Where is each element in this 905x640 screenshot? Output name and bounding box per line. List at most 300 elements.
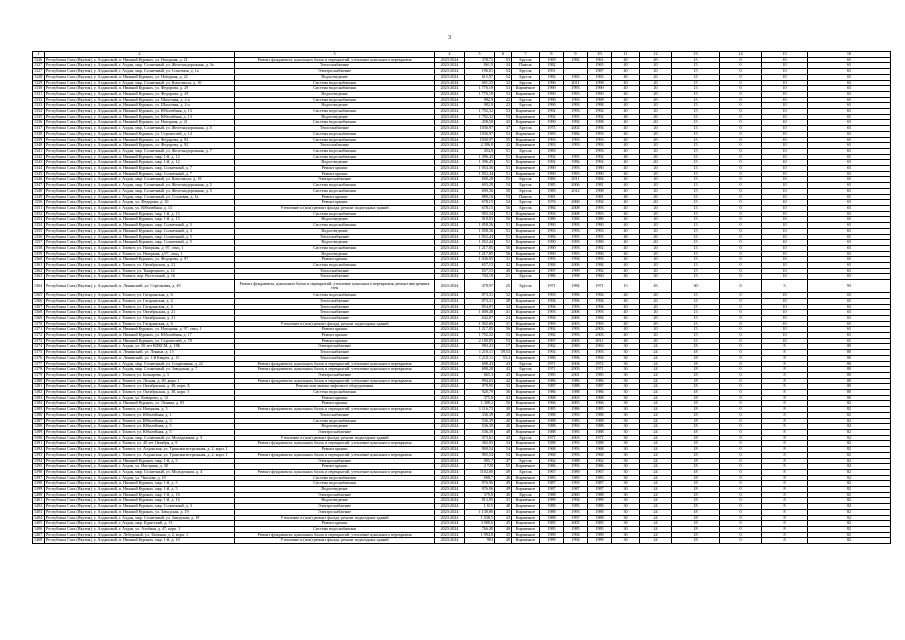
table-cell-col-8: 1990	[540, 223, 564, 229]
table-cell-col-14: 0	[720, 452, 762, 458]
table-cell-col-16: 82	[808, 526, 891, 532]
table-cell-col-16: 65	[808, 274, 891, 280]
table-cell-col-8: 1986	[540, 355, 564, 361]
column-number-cell: 14	[720, 52, 762, 58]
table-cell-col-9: 2003	[564, 395, 588, 401]
table-cell-col-8: 1990	[540, 166, 564, 172]
table-cell-col-8: 1968	[540, 395, 564, 401]
table-cell-col-1: 1400	[33, 492, 45, 498]
table-cell-col-10: 1992	[588, 160, 612, 166]
table-cell-col-11: 40	[612, 131, 640, 137]
table-cell-col-13: 18	[672, 441, 720, 447]
table-cell-col-16: 82	[808, 458, 891, 464]
table-cell-col-14: 0	[720, 91, 762, 97]
table-cell-col-14: 0	[720, 166, 762, 172]
table-cell-col-2: Республика Саха (Якутия), у. Алданский, п. Ленинский, ул. 1-й Кварта, д. 15	[45, 355, 235, 361]
table-cell-col-15: 10	[762, 91, 808, 97]
table-cell-col-3: Электроснабжение	[235, 372, 435, 378]
table-cell-col-8: 1990	[540, 251, 564, 257]
table-cell-col-16: 65	[808, 183, 891, 189]
table-cell-col-14: 0	[720, 492, 762, 498]
table-cell-col-7: Кирпичное	[512, 310, 540, 316]
table-cell-col-11: 40	[612, 228, 640, 234]
table-cell-col-1: 1378	[33, 367, 45, 373]
table-cell-col-2: Республика Саха (Якутия), у. Алданский, г. Алдан, мкр. Солнечный, ул. Железнодорожная, д. 7	[45, 148, 235, 154]
table-cell-col-8: 1988	[540, 418, 564, 424]
table-cell-col-10: 1987	[588, 69, 612, 75]
table-cell-col-15: 10	[762, 211, 808, 217]
table-cell-col-10: 1993	[588, 321, 612, 327]
table-cell-col-5: 889,16	[465, 194, 495, 200]
table-cell-col-9: 1989	[564, 469, 588, 475]
table-cell-col-5: 2 396,8	[465, 143, 495, 149]
table-cell-col-8: 1985	[540, 372, 564, 378]
table-cell-col-1: 1401	[33, 498, 45, 504]
table-cell-col-14: 0	[720, 384, 762, 390]
table-cell-col-16: 80	[808, 355, 891, 361]
table-cell-col-4: 2023-2024	[435, 171, 465, 177]
table-cell-col-15: 10	[762, 263, 808, 269]
table-cell-col-15: 10	[762, 177, 808, 183]
table-cell-col-15: 8	[762, 452, 808, 458]
table-cell-col-11: 30	[612, 498, 640, 504]
table-cell-col-15: 8	[762, 526, 808, 532]
table-cell-col-3: Ремонт фундамента, цокольных балок и перекрытий, утепление цокольного перекрытия	[235, 452, 435, 458]
table-cell-col-6: 55	[495, 137, 512, 143]
table-cell-col-1: 1391	[33, 441, 45, 447]
table-cell-col-9: 2006	[564, 263, 588, 269]
table-cell-col-4: 2023-2024	[435, 526, 465, 532]
table-cell-col-13: 18	[672, 395, 720, 401]
table-cell-col-13: 15	[672, 268, 720, 274]
table-cell-col-1: 1376	[33, 355, 45, 361]
table-cell-col-2: Республика Саха (Якутия), у. Алданский, г. Томмот, ул. Юбилейная, д. 5	[45, 430, 235, 436]
table-cell-col-2: Республика Саха (Якутия), у. Алданский, г. Томмот, ул. Бочкарева, д. 3	[45, 372, 235, 378]
table-cell-col-1: 1403	[33, 509, 45, 515]
table-cell-col-16: 80	[808, 367, 891, 373]
table-cell-col-1: 1375	[33, 350, 45, 356]
table-cell-col-12: 24	[640, 538, 672, 544]
table-cell-col-14: 0	[720, 469, 762, 475]
table-cell-col-2: Республика Саха (Якутия), у. Алданский, п. Нижний Куранах, ул. Шахтовая, д. 2-а	[45, 103, 235, 109]
table-cell-col-13: 18	[672, 464, 720, 470]
table-cell-col-3: Ремонт крыши	[235, 257, 435, 263]
table-cell-col-1: 1337	[33, 126, 45, 132]
table-cell-col-2: Республика Саха (Якутия), у. Алданский, п. Нижний Куранах, ул. Заводская, д. 19	[45, 509, 235, 515]
table-cell-col-9: 1983	[564, 418, 588, 424]
table-cell-col-12: 24	[640, 515, 672, 521]
table-cell-col-3: Теплоснабжение	[235, 298, 435, 304]
table-cell-col-3: Электроснабжение	[235, 504, 435, 510]
table-cell-col-8: 1990	[540, 86, 564, 92]
table-cell-col-6: 43	[495, 515, 512, 521]
table-cell-col-7: Кирпичное	[512, 407, 540, 413]
table-cell-col-16: 82	[808, 469, 891, 475]
table-cell-col-2: Республика Саха (Якутия), у. Алданский, п. Нижний Куранах, мкр. Солнечный, д. 3	[45, 504, 235, 510]
table-cell-col-8: 1993	[540, 228, 564, 234]
table-cell-col-5: 873,31	[465, 293, 495, 299]
table-cell-col-11: 30	[612, 355, 640, 361]
table-cell-col-14: 0	[720, 80, 762, 86]
table-cell-col-13: 15	[672, 80, 720, 86]
table-cell-col-4: 2023-2024	[435, 338, 465, 344]
table-cell-col-16: 65	[808, 315, 891, 321]
table-cell-col-4: 2023-2024	[435, 200, 465, 206]
table-cell-col-12: 20	[640, 263, 672, 269]
table-cell-col-10: 1986	[588, 378, 612, 384]
table-cell-col-5: 1 217,85	[465, 251, 495, 257]
table-cell-col-12: 20	[640, 148, 672, 154]
table-cell-col-14: 0	[720, 361, 762, 367]
table-cell-col-8: 1968	[540, 452, 564, 458]
column-number-cell: 3	[235, 52, 435, 58]
table-cell-col-11: 30	[612, 424, 640, 430]
table-cell-col-15: 8	[762, 350, 808, 356]
table-cell-col-8: 1987	[540, 384, 564, 390]
table-cell-col-2: Республика Саха (Якутия), у. Алданский, г. Томмот, ул. Нагорная, д. 97, секц. 1	[45, 245, 235, 251]
table-cell-col-14: 0	[720, 137, 762, 143]
table-cell-col-7: Брусок	[512, 183, 540, 189]
table-cell-col-16: 65	[808, 126, 891, 132]
table-cell-col-14: 0	[720, 205, 762, 211]
table-cell-col-12: 20	[640, 120, 672, 126]
table-cell-col-10: 1971	[588, 435, 612, 441]
table-cell-col-13: 18	[672, 372, 720, 378]
table-cell-col-5: 766,48	[465, 526, 495, 532]
table-cell-col-16: 65	[808, 240, 891, 246]
table-cell-col-13: 15	[672, 217, 720, 223]
table-cell-col-1: 1339	[33, 137, 45, 143]
table-cell-col-5: 861,9	[465, 63, 495, 69]
table-cell-col-9: 2003	[564, 367, 588, 373]
table-cell-col-3: Ремонт или замена лифтового оборудования	[235, 384, 435, 390]
table-cell-col-2: Республика Саха (Якутия), у. Алданский, п. Нижний Куранах, мкр. Солнечный, д. 5	[45, 240, 235, 246]
table-cell-col-2: Республика Саха (Якутия), у. Алданский, г. Алдан, мкр. Солнечный, ул. Железнодорожная, д. 3а	[45, 63, 235, 69]
table-cell-col-12: 24	[640, 412, 672, 418]
table-cell-col-8: 1992	[540, 114, 564, 120]
table-cell-col-16: 82	[808, 435, 891, 441]
table-cell-col-12: 24	[640, 418, 672, 424]
table-cell-col-4: 2023-2024	[435, 344, 465, 350]
table-cell-col-2: Республика Саха (Якутия), у. Алданский, г. Алдан, мкр. Бурятский, д. 15	[45, 521, 235, 527]
table-cell-col-5: 1 615	[465, 504, 495, 510]
table-cell-col-13: 15	[672, 57, 720, 63]
table-cell-col-5: 536,39	[465, 430, 495, 436]
table-cell-col-3: Ремонт крыши	[235, 166, 435, 172]
table-cell-col-12: 24	[640, 372, 672, 378]
table-cell-col-2: Республика Саха (Якутия), у. Алданский, п. Нижний Куранах, мкр. 1-й, д. 16	[45, 492, 235, 498]
table-cell-col-11: 40	[612, 80, 640, 86]
table-cell-col-3: Электроснабжение	[235, 177, 435, 183]
table-cell-col-1: 1363	[33, 274, 45, 280]
table-cell-col-11: 40	[612, 109, 640, 115]
table-cell-col-2: Республика Саха (Якутия), у. Алданский, г. Алдан, мкр. Солнечный, ул. Железнодорожная, д. 5	[45, 126, 235, 132]
table-cell-col-12: 20	[640, 304, 672, 310]
table-cell-col-6: 43	[495, 361, 512, 367]
table-cell-col-7: Кирпичное	[512, 321, 540, 327]
table-cell-col-3: Теплоснабжение	[235, 355, 435, 361]
table-cell-col-2: Республика Саха (Якутия), у. Алданский, п. Нижний Куранах, ул. Федорова, д. 29	[45, 91, 235, 97]
table-cell-col-15: 10	[762, 63, 808, 69]
table-cell-col-5: 690,28	[465, 177, 495, 183]
table-cell-col-12: 20	[640, 257, 672, 263]
table-cell-col-7: Кирпичное	[512, 338, 540, 344]
table-cell-col-15: 10	[762, 304, 808, 310]
table-cell-col-7: Брусок	[512, 458, 540, 464]
table-cell-col-7: Кирпичное	[512, 430, 540, 436]
table-cell-col-1: 1386	[33, 412, 45, 418]
table-cell-col-8: 1993	[540, 211, 564, 217]
table-cell-col-3: Водоотведение	[235, 91, 435, 97]
table-cell-col-5: 698,43	[465, 361, 495, 367]
table-cell-col-13: 18	[672, 452, 720, 458]
table-cell-col-1: 1352	[33, 211, 45, 217]
table-cell-col-13: 18	[672, 532, 720, 538]
table-cell-col-5: 854,81	[465, 304, 495, 310]
table-cell-col-6: 41	[495, 310, 512, 316]
table-cell-col-16: 82	[808, 401, 891, 407]
table-cell-col-6: 40	[495, 430, 512, 436]
table-cell-col-15: 8	[762, 361, 808, 367]
table-cell-col-5: 1 052,44	[465, 171, 495, 177]
table-cell-col-7: Кирпичное	[512, 424, 540, 430]
table-cell-col-14: 0	[720, 504, 762, 510]
table-cell-col-7: Кирпичное	[512, 304, 540, 310]
table-cell-col-2: Республика Саха (Якутия), у. Алданский, п. Нижний Куранах, мкр. Солнечный, д. 3	[45, 228, 235, 234]
table-cell-col-10: 1993	[588, 228, 612, 234]
table-cell-col-3: Ремонт фундамента, цокольных балок и перекрытий, утепление цокольного перекрытия	[235, 532, 435, 538]
table-cell-col-3: Водоотведение	[235, 74, 435, 80]
table-cell-col-7: Кирпичное	[512, 498, 540, 504]
table-cell-col-15: 8	[762, 412, 808, 418]
table-cell-col-11: 40	[612, 74, 640, 80]
table-cell-col-8: 1989	[540, 498, 564, 504]
table-cell-col-7: Кирпичное	[512, 452, 540, 458]
table-cell-col-1: 1347	[33, 183, 45, 189]
table-cell-col-13: 15	[672, 194, 720, 200]
table-cell-col-15: 10	[762, 274, 808, 280]
table-cell-col-15: 8	[762, 378, 808, 384]
table-cell-col-6: 22	[495, 103, 512, 109]
table-cell-col-1: 1385	[33, 407, 45, 413]
table-cell-col-9: 2000	[564, 200, 588, 206]
table-cell-col-11: 30	[612, 452, 640, 458]
table-cell-col-9: 1988	[564, 390, 588, 396]
table-cell-col-5: 1 792,32	[465, 333, 495, 339]
table-cell-col-1: 1330	[33, 86, 45, 92]
table-cell-col-16: 65	[808, 217, 891, 223]
table-cell-col-16: 65	[808, 69, 891, 75]
table-cell-col-2: Республика Саха (Якутия), у. Алданский, г. Томмот, ул. Гагаринская, д. 6	[45, 321, 235, 327]
table-cell-col-1: 1345	[33, 171, 45, 177]
table-cell-col-10: 1998	[588, 120, 612, 126]
table-cell-col-7: Кирпичное	[512, 268, 540, 274]
table-cell-col-11: 40	[612, 154, 640, 160]
table-cell-col-4: 2023-2024	[435, 268, 465, 274]
table-cell-col-11: 40	[612, 327, 640, 333]
table-cell-col-8: 1993	[540, 143, 564, 149]
table-cell-col-13: 18	[672, 378, 720, 384]
table-cell-col-15: 10	[762, 126, 808, 132]
table-cell-col-7: Кирпичное	[512, 504, 540, 510]
table-cell-col-12: 24	[640, 492, 672, 498]
table-cell-col-10: 1988	[588, 441, 612, 447]
table-cell-col-6: 43	[495, 120, 512, 126]
table-cell-col-8: 1966	[540, 401, 564, 407]
table-cell-col-15: 10	[762, 194, 808, 200]
table-cell-col-16: 82	[808, 509, 891, 515]
table-cell-col-14: 0	[720, 251, 762, 257]
table-cell-col-14: 0	[720, 240, 762, 246]
table-cell-col-6: 43	[495, 435, 512, 441]
table-cell-col-16: 82	[808, 418, 891, 424]
table-cell-col-4: 2023-2024	[435, 166, 465, 172]
table-cell-col-6: 31	[495, 321, 512, 327]
table-cell-col-6: 25	[495, 280, 512, 293]
table-cell-col-13: 15	[672, 183, 720, 189]
table-cell-col-8: 1962	[540, 344, 564, 350]
table-cell-col-9: 1993	[564, 86, 588, 92]
table-cell-col-9: 1969	[564, 344, 588, 350]
table-cell-col-1: 1399	[33, 487, 45, 493]
table-cell-col-8: 1982	[540, 333, 564, 339]
table-cell-col-3: Система водоснабжения	[235, 245, 435, 251]
table-cell-col-16: 65	[808, 228, 891, 234]
table-cell-col-11: 40	[612, 137, 640, 143]
table-cell-col-5: 1 052,44	[465, 240, 495, 246]
table-cell-col-11: 40	[612, 268, 640, 274]
table-cell-col-6: 59,53	[495, 350, 512, 356]
table-cell-col-3: Утепление и (или) ремонт фасада, ремонт подъездных зданий	[235, 321, 435, 327]
table-cell-col-1: 1346	[33, 177, 45, 183]
table-cell-col-16: 65	[808, 257, 891, 263]
table-cell-col-1: 1395	[33, 464, 45, 470]
table-cell-col-14: 0	[720, 310, 762, 316]
table-cell-col-11: 30	[612, 390, 640, 396]
table-cell-col-8: 1997	[540, 268, 564, 274]
table-cell-col-14: 0	[720, 447, 762, 453]
table-cell-col-7: Кирпичное	[512, 333, 540, 339]
table-cell-col-5: 373,61	[465, 435, 495, 441]
table-cell-col-7: Кирпичное	[512, 240, 540, 246]
table-cell-col-5: 691,35	[465, 80, 495, 86]
table-cell-col-2: Республика Саха (Якутия), у. Алданский, г. Томмот, ул. 40 лет Октября, д. 8	[45, 441, 235, 447]
table-cell-col-2: Республика Саха (Якутия), у. Алданский, п. Нижний Куранах, мкр. 1-й, д. 16	[45, 498, 235, 504]
table-cell-col-15: 8	[762, 458, 808, 464]
table-cell-col-8: 1990	[540, 240, 564, 246]
table-cell-col-3: Ремонт фундамента, цокольных балок и перекрытий, утепление цокольного перекрытия	[235, 378, 435, 384]
table-cell-col-4: 2023-2024	[435, 361, 465, 367]
table-cell-col-12: 20	[640, 154, 672, 160]
table-cell-col-11: 30	[612, 418, 640, 424]
table-cell-col-5: 3 988,6	[465, 521, 495, 527]
table-cell-col-1: 1354	[33, 223, 45, 229]
table-cell-col-10: 1993	[588, 137, 612, 143]
table-cell-col-2: Республика Саха (Якутия), у. Алданский, г. Томмот, ул. Октябрьская, д. 38, корп. 5	[45, 390, 235, 396]
table-cell-col-15: 10	[762, 321, 808, 327]
table-cell-col-14: 0	[720, 268, 762, 274]
table-cell-col-10: 1993	[588, 148, 612, 154]
table-cell-col-14: 0	[720, 521, 762, 527]
table-cell-col-7: Брусок	[512, 74, 540, 80]
table-cell-col-8: 1971	[540, 280, 564, 293]
table-cell-col-5: 920,79	[465, 390, 495, 396]
table-cell-col-9: 2006	[564, 315, 588, 321]
table-cell-col-12: 20	[640, 205, 672, 211]
table-cell-col-2: Республика Саха (Якутия), у. Алданский, п. Нижний Куранах, ул. Строителей, д. 14	[45, 131, 235, 137]
table-cell-col-2: Республика Саха (Якутия), у. Алданский, п. Нижний Куранах, ул. Федорова, д. 92	[45, 143, 235, 149]
table-cell-col-4: 2023-2024	[435, 57, 465, 63]
table-cell-col-16: 80	[808, 361, 891, 367]
table-cell-col-15: 8	[762, 441, 808, 447]
table-cell-col-8: 1985	[540, 526, 564, 532]
table-cell-col-2: Республика Саха (Якутия), у. Алданский, п. Нижний Куранах, мкр. Солнечный, д. 7	[45, 171, 235, 177]
table-cell-col-13: 18	[672, 355, 720, 361]
table-cell-col-3: Утепление и (или) ремонт фасада, ремонт подъездных зданий	[235, 205, 435, 211]
table-cell-col-5: 458,58	[465, 120, 495, 126]
table-cell-col-9: 1993	[564, 228, 588, 234]
table-cell-col-12: 20	[640, 103, 672, 109]
table-cell-col-14: 0	[720, 228, 762, 234]
table-cell-col-14: 0	[720, 418, 762, 424]
table-cell-col-14: 0	[720, 412, 762, 418]
table-cell-col-5: 1 994,8	[465, 532, 495, 538]
table-cell-col-14: 0	[720, 171, 762, 177]
table-cell-col-10: 1993	[588, 350, 612, 356]
table-cell-col-5: 994,63	[465, 378, 495, 384]
table-cell-col-6: 43	[495, 372, 512, 378]
table-cell-col-5: 979,95	[465, 384, 495, 390]
table-cell-col-3: Ремонт фундамента, цокольных балок и перекрытий, утепление цокольного перекрытия, ремонт внутренних стен	[235, 280, 435, 293]
table-cell-col-15: 8	[762, 407, 808, 413]
page-number: 3	[448, 35, 451, 41]
table-cell-col-8: 1969	[540, 57, 564, 63]
table-cell-col-14: 0	[720, 194, 762, 200]
table-cell-col-9: 1993	[564, 412, 588, 418]
table-cell-col-14: 0	[720, 234, 762, 240]
table-cell-col-5: 1 130,06	[465, 509, 495, 515]
table-cell-col-9: 1965	[564, 74, 588, 80]
table-cell-col-16: 82	[808, 475, 891, 481]
table-cell-col-11: 40	[612, 274, 640, 280]
table-cell-col-16: 82	[808, 412, 891, 418]
table-cell-col-10: 1971	[588, 367, 612, 373]
table-cell-col-4: 2023-2024	[435, 143, 465, 149]
table-cell-col-5: 982,9	[465, 103, 495, 109]
table-cell-col-1: 1398	[33, 481, 45, 487]
table-cell-col-3: Система водоснабжения	[235, 183, 435, 189]
table-cell-col-14: 0	[720, 114, 762, 120]
table-cell-col-8: 1990	[540, 245, 564, 251]
table-cell-col-5: 1 036,95	[465, 257, 495, 263]
table-cell-col-13: 18	[672, 526, 720, 532]
table-cell-col-14: 0	[720, 120, 762, 126]
table-cell-col-4: 2023-2024	[435, 223, 465, 229]
table-cell-col-8: 1984	[540, 177, 564, 183]
table-cell-col-10: 1994	[588, 293, 612, 299]
table-cell-col-16: 80	[808, 344, 891, 350]
table-cell-col-7: Кирпичное	[512, 223, 540, 229]
table-cell-col-4: 2023-2024	[435, 183, 465, 189]
table-row	[33, 280, 891, 293]
table-cell-col-10: 1988	[588, 424, 612, 430]
table-cell-col-1: 1336	[33, 120, 45, 126]
table-cell-col-16: 82	[808, 521, 891, 527]
table-cell-col-12: 24	[640, 487, 672, 493]
table-cell-col-9: 1993	[564, 350, 588, 356]
table-cell-col-16: 95	[808, 280, 891, 293]
table-cell-col-14: 0	[720, 280, 762, 293]
